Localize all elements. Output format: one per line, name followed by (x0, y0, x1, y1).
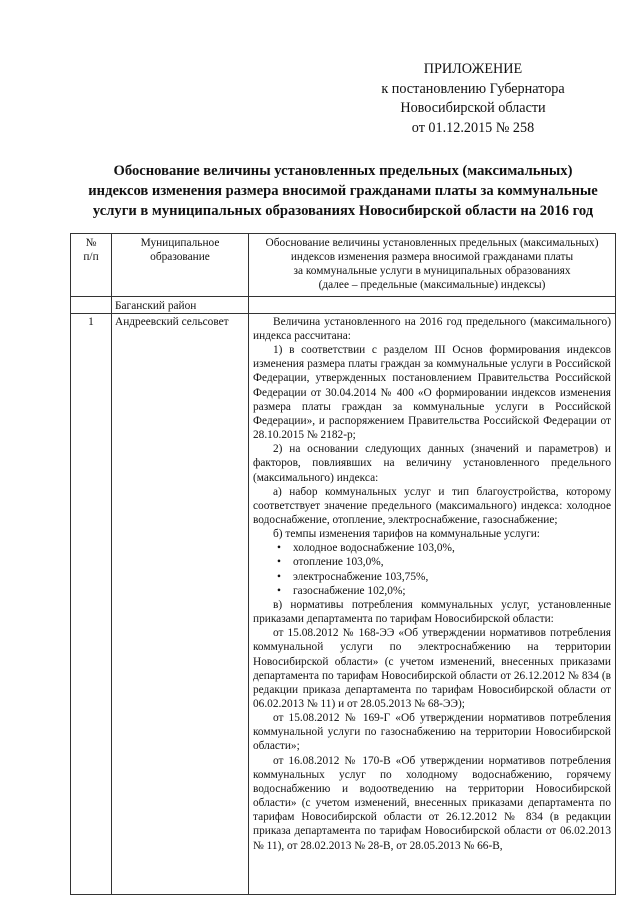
document-title (70, 162, 616, 221)
region-empty-cell (249, 296, 616, 313)
tariff-list-item: • холодное водоснабжение 103,0%, (293, 541, 611, 555)
justification-paragraph: от 15.08.2012 № 168-ЭЭ «Об утверждении нормативов потребления коммунальной услуги по электроснабжению на территории Новосибирской области» (с учетом изменений, внесенных приказами департамента по тарифам Новосибирской области от 26.12.2012 № 834 (в редакции приказа департамента по тарифам Новосибирской области от 06.02.2013 № 11) и от 28.05.2013 № 68-ЭЭ); (253, 627, 611, 710)
justification-paragraph: а) набор коммунальных услуг и тип благоустройства, которому соответствует значение предельного (максимального) индекса: холодное водоснабжение, отопление, электроснабжение, газоснабжение; (253, 485, 611, 526)
tariff-list-item: • электроснабжение 103,75%, (293, 570, 611, 584)
title-line-3: услуги в муниципальных образованиях Новосибирской области на 2016 год (92, 202, 594, 219)
region-row (71, 296, 616, 313)
header-number (71, 234, 112, 297)
header-municipality-line: образование (150, 251, 210, 264)
appendix-region: Новосибирской области (400, 100, 546, 117)
header-justification-line: (далее – предельные (максимальные) индексы) (318, 279, 546, 292)
header-justification-line: за коммунальные услуги в муниципальных образованиях (293, 265, 571, 278)
justification-paragraph: в) нормативы потребления коммунальных услуг, установленные приказами департамента по тарифам Новосибирской области: (253, 598, 611, 626)
header-municipality (112, 234, 249, 297)
justification-paragraph: Величина установленного на 2016 год предельного (максимального) индекса рассчитана: (253, 315, 611, 342)
justification-paragraph: 1) в соответствии с разделом III Основ формирования индексов изменения размера платы граждан за коммунальные услуги в Российской Федерации, утвержденных постановлением Правительства Российской Федерации от 30.04.2014 № 400 «О формировании индексов изменения размера платы граждан за коммунальные услуги в Российской Федерации», и распоряжением Правительства Российской Федерации от 28.10.2015 № 2182-р; (253, 344, 611, 442)
tariff-list (253, 541, 611, 598)
header-justification-line: Обоснование величины установленных предельных (максимальных) (265, 237, 599, 249)
justification-content (253, 315, 611, 893)
tariff-list-item: • отопление 103,0%, (293, 555, 611, 569)
appendix-date-number: от 01.12.2015 № 258 (411, 119, 535, 136)
justification-paragraph: б) темпы изменения тарифов на коммунальные услуги: (273, 528, 540, 541)
appendix-label: ПРИЛОЖЕНИЕ (423, 61, 523, 77)
justification-table (70, 233, 616, 895)
header-justification-line: индексов изменения размера вносимой гражданами платы (290, 251, 574, 264)
appendix-decree: к постановлению Губернатора (381, 80, 565, 97)
header-justification (249, 234, 616, 297)
justification-paragraph: от 15.08.2012 № 169-Г «Об утверждении нормативов потребления коммунальной услуги по газоснабжению на территории Новосибирской области»; (253, 712, 611, 753)
row-number: 1 (71, 313, 112, 894)
header-number-line: п/п (83, 251, 99, 264)
region-name: Баганский район (112, 296, 249, 313)
justification-paragraph: от 16.08.2012 № 170-В «Об утверждении нормативов потребления коммунальных услуг по холодному водоснабжению, горячему водоснабжению и водоотведению на территории Новосибирской области» (с учетом изменений, внесенных приказами департамента по тарифам Новосибирской области от 26.12.2012 № 834 (в редакции приказа департамента по тарифам Новосибирской области от 06.02.2013 № 11), от 28.02.2013 № 28-В, от 28.05.2013 № 66-В, (253, 754, 611, 852)
tariff-list-item: • газоснабжение 102,0%; (293, 584, 611, 598)
appendix-header (330, 60, 616, 138)
row-municipality: Андреевский сельсовет (112, 313, 249, 894)
row-justification (249, 313, 616, 894)
table-row (71, 313, 616, 894)
header-municipality-line: Муниципальное (140, 237, 220, 249)
justification-paragraph: 2) на основании следующих данных (значений и параметров) и факторов, повлиявших на величину установленного предельного (максимального) индекса: (253, 443, 611, 484)
title-line-1: Обоснование величины установленных предельных (максимальных) (113, 163, 573, 179)
table-header-row (71, 234, 616, 297)
title-line-2: индексов изменения размера вносимой гражданами платы за коммунальные (88, 182, 598, 199)
header-number-line: № (85, 237, 97, 249)
region-empty-cell (71, 296, 112, 313)
